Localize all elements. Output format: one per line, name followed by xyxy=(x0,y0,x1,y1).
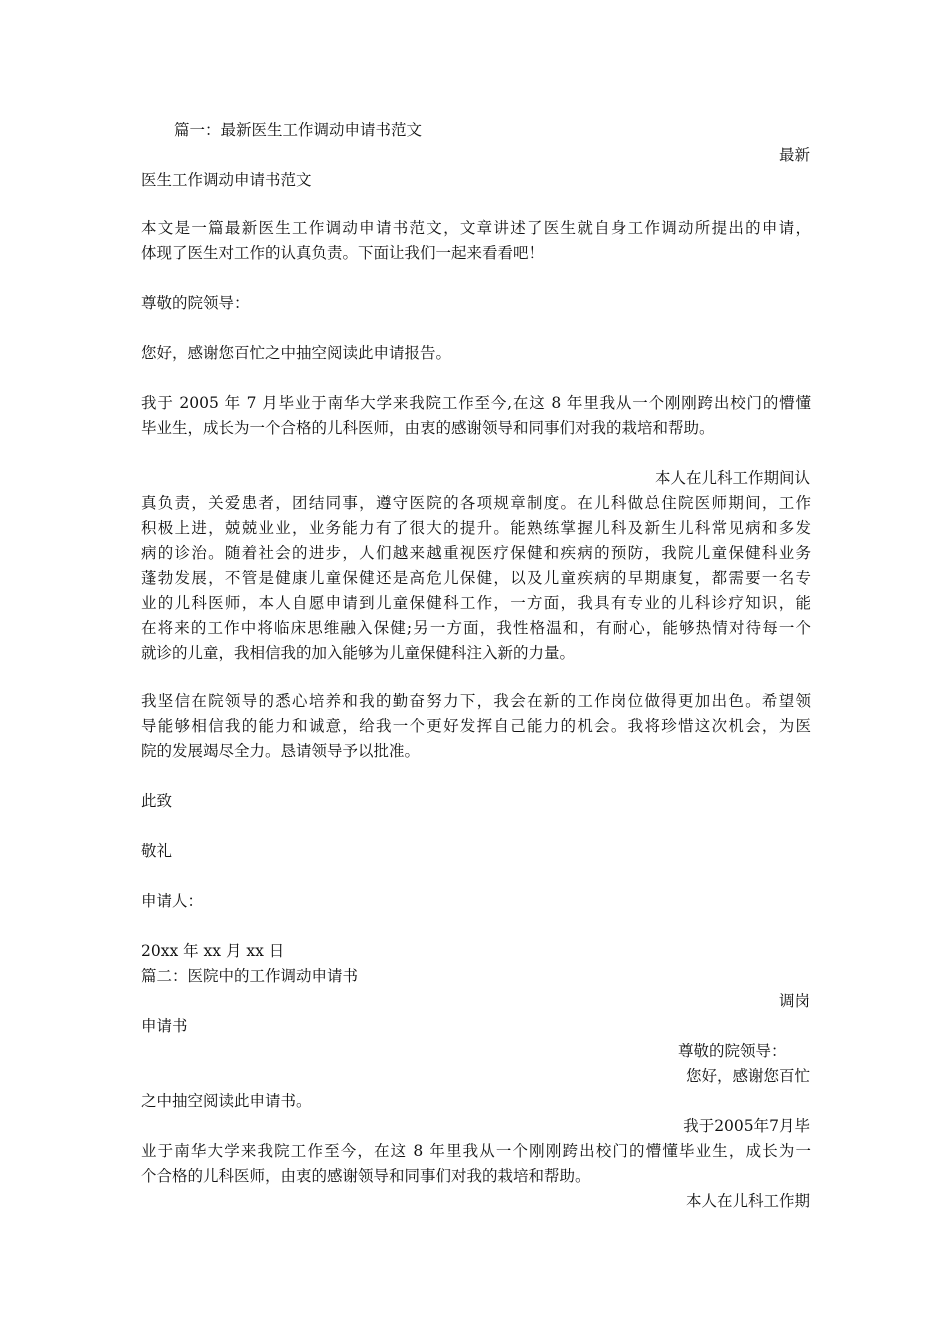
paragraph-2-line-5: 业的儿科医师，本人自愿申请到儿童保健科工作，一方面，我具有专业的儿科诊疗知识，能 xyxy=(141,594,811,612)
date: 20xx 年 xx 月 xx 日 xyxy=(141,942,285,960)
paragraph-3-line-3: 院的发展竭尽全力。恳请领导予以批准。 xyxy=(141,742,421,760)
paragraph-1-line-1: 我于 2005 年 7 月毕业于南华大学来我院工作至今,在这 8 年里我从一个刚刚跨出校门的懵懂 xyxy=(141,394,811,412)
section-2-subtitle-part-b: 申请书 xyxy=(141,1017,188,1035)
section-2-salutation: 尊敬的院领导： xyxy=(678,1042,787,1060)
paragraph-2-line-1: 真负责，关爱患者，团结同事，遵守医院的各项规章制度。在儿科做总住院医师期间，工作 xyxy=(141,494,811,512)
section-2-title: 篇二：医院中的工作调动申请书 xyxy=(141,967,359,985)
section-2-paragraph-2-line-0: 本人在儿科工作期 xyxy=(685,1192,810,1210)
section-2-paragraph-1-line-2: 个合格的儿科医师，由衷的感谢领导和同事们对我的栽培和帮助。 xyxy=(141,1167,591,1185)
paragraph-2-line-6: 在将来的工作中将临床思维融入保健;另一方面，我性格温和，有耐心，能够热情对待每一个 xyxy=(141,619,811,637)
paragraph-3-line-1: 我坚信在院领导的悉心培养和我的勤奋努力下，我会在新的工作岗位做得更加出色。希望领 xyxy=(141,692,811,710)
section-2-paragraph-1-line-1: 业于南华大学来我院工作至今，在这 8 年里我从一个刚刚跨出校门的懵懂毕业生，成长为一 xyxy=(141,1142,811,1160)
section-1-subtitle-part-a: 最新 xyxy=(778,146,810,164)
greeting: 您好，感谢您百忙之中抽空阅读此申请报告。 xyxy=(141,344,452,362)
section-2-greeting-part-a: 您好，感谢您百忙 xyxy=(685,1067,810,1085)
section-2-greeting-part-b: 之中抽空阅读此申请书。 xyxy=(141,1092,312,1110)
section-1-subtitle-part-b: 医生工作调动申请书范文 xyxy=(141,171,312,189)
closing: 此致 xyxy=(141,792,173,810)
intro-line-1: 本文是一篇最新医生工作调动申请书范文，文章讲述了医生就自身工作调动所提出的申请， xyxy=(141,219,811,237)
salutation: 尊敬的院领导： xyxy=(141,294,250,312)
paragraph-1-line-2: 毕业生，成长为一个合格的儿科医师，由衷的感谢领导和同事们对我的栽培和帮助。 xyxy=(141,419,715,437)
section-2-paragraph-1-line-0: 我于2005年7月毕 xyxy=(683,1117,810,1135)
section-1-title: 篇一：最新医生工作调动申请书范文 xyxy=(174,121,423,139)
paragraph-3-line-2: 导能够相信我的能力和诚意，给我一个更好发挥自己能力的机会。我将珍惜这次机会，为医 xyxy=(141,717,811,735)
intro-line-2: 体现了医生对工作的认真负责。下面让我们一起来看看吧！ xyxy=(141,244,545,262)
paragraph-2-line-0: 本人在儿科工作期间认 xyxy=(654,469,810,487)
paragraph-2-line-2: 积极上进，兢兢业业，业务能力有了很大的提升。能熟练掌握儿科及新生儿科常见病和多发 xyxy=(141,519,811,537)
paragraph-2-line-7: 就诊的儿童，我相信我的加入能够为儿童保健科注入新的力量。 xyxy=(141,644,576,662)
regards: 敬礼 xyxy=(141,842,173,860)
paragraph-2-line-4: 蓬勃发展，不管是健康儿童保健还是高危儿保健，以及儿童疾病的早期康复，都需要一名专 xyxy=(141,569,811,587)
paragraph-2-line-3: 病的诊治。随着社会的进步，人们越来越重视医疗保健和疾病的预防，我院儿童保健科业务 xyxy=(141,544,811,562)
section-2-subtitle-part-a: 调岗 xyxy=(778,992,810,1010)
applicant-label: 申请人： xyxy=(141,892,204,910)
